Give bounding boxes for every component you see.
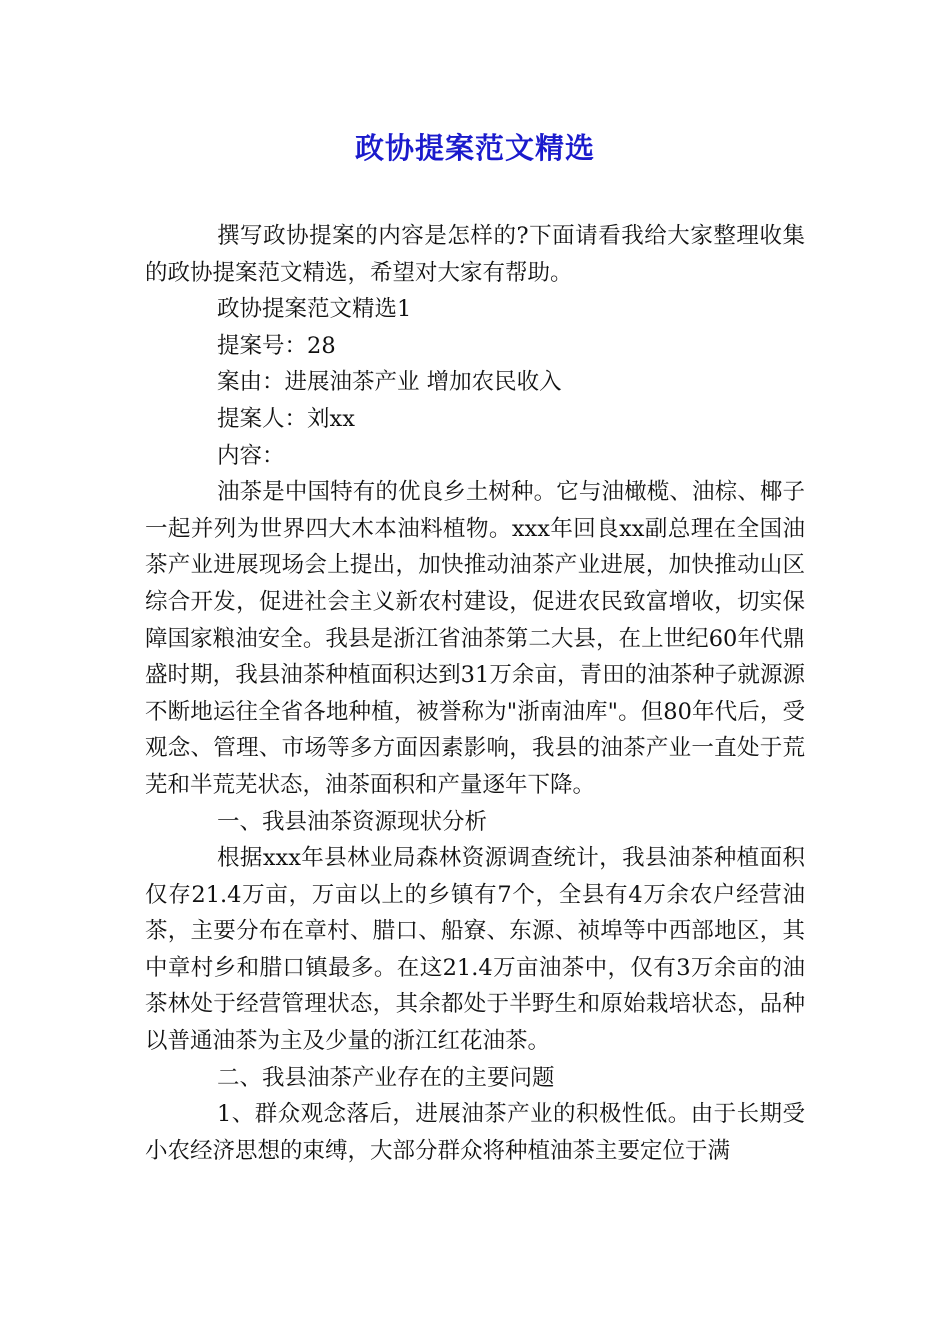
proposer: 提案人：刘xx [217, 405, 355, 432]
body-paragraph: 油茶是中国特有的优良乡土树种。它与油橄榄、油棕、椰子一起并列为世界四大木本油料植物。xxx年回良xx副总理在全国油茶产业进展现场会上提出，加快推动油茶产业进展，加快推动山区综合开发，促进社会主义新农村建设，促进农民致富增收，切实保障国家粮油安全。我县是浙江省油茶第二大县，在上世纪60年代鼎盛时期，我县油茶种植面积达到31万余亩，青田的油茶种子就源源不断地运往全省各地种植，被誉称为"浙南油库"。但80年代后，受观念、管理、市场等多方面因素影响，我县的油茶产业一直处于荒芜和半荒芜状态，油茶面积和产量逐年下降。 [145, 479, 805, 798]
proposal-subject: 案由：进展油茶产业 增加农民收入 [217, 369, 562, 396]
document-body [145, 218, 805, 1169]
document-title: 政协提案范文精选 [354, 131, 595, 165]
section-heading-1: 一、我县油茶资源现状分析 [217, 808, 488, 835]
content-label: 内容： [217, 442, 285, 469]
body-paragraph: 根据xxx年县林业局森林资源调查统计，我县油茶种植面积仅存21.4万亩，万亩以上的乡镇有7个，全县有4万余农户经营油茶，主要分布在章村、腊口、船寮、东源、祯埠等中西部地区，其中章村乡和腊口镇最多。在这21.4万亩油茶中，仅有3万余亩的油茶林处于经营管理状态，其余都处于半野生和原始栽培状态，品种以普通油茶为主及少量的浙江红花油茶。 [145, 845, 805, 1055]
body-paragraph: 1、群众观念落后，进展油茶产业的积极性低。由于长期受小农经济思想的束缚，大部分群众将种植油茶主要定位于满 [145, 1101, 805, 1164]
proposal-number: 提案号：28 [217, 332, 336, 359]
section-heading-2: 二、我县油茶产业存在的主要问题 [217, 1064, 555, 1091]
section-heading-sample-1: 政协提案范文精选1 [217, 296, 412, 323]
intro-paragraph: 撰写政协提案的内容是怎样的?下面请看我给大家整理收集的政协提案范文精选，希望对大家有帮助。 [145, 223, 805, 286]
